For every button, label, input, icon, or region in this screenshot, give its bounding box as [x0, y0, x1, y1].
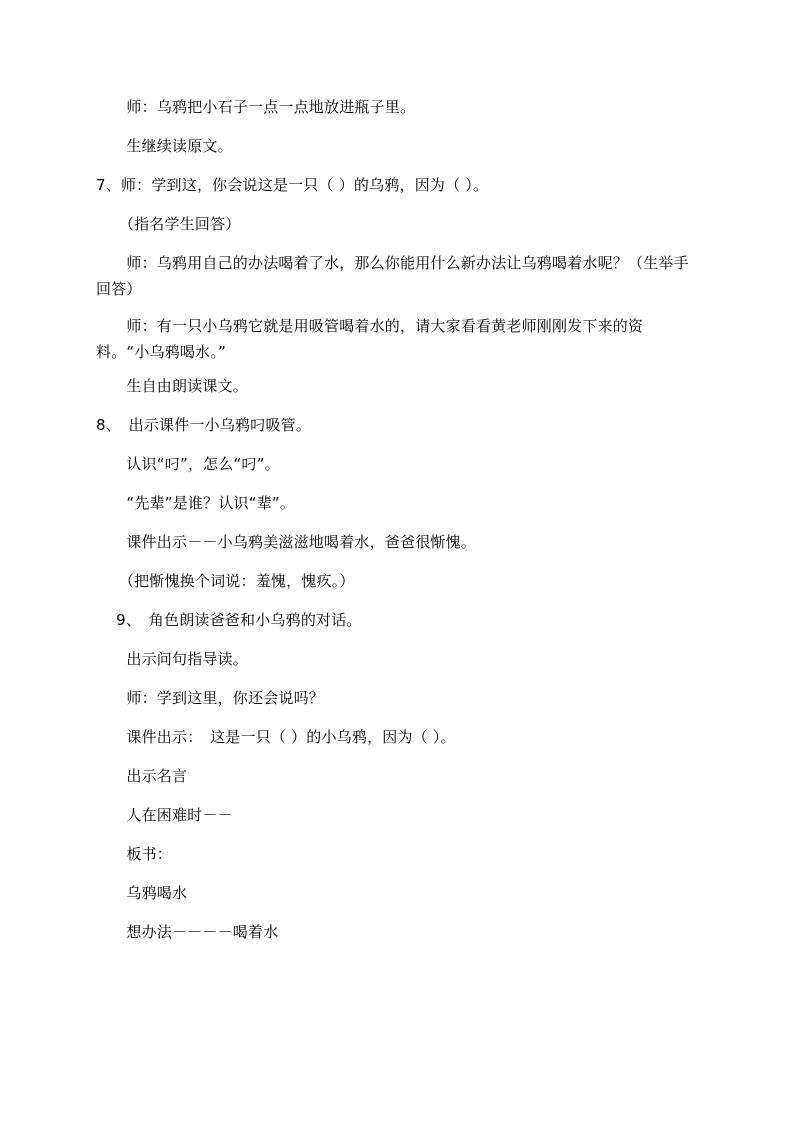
paragraph-9: 认识“叼”，怎么“叼”。 — [96, 455, 280, 473]
paragraph-2: 生继续读原文。 — [96, 137, 233, 155]
paragraph-13: 9、 角色朗读爸爸和小乌鸦的对话。 — [96, 611, 362, 629]
paragraph-21: 想办法－－－－喝着水 — [96, 923, 279, 941]
paragraph-7: 生自由朗读课文。 — [96, 377, 249, 395]
paragraph-6: 师：有一只小乌鸦它就是用吸管喝着水的，请大家看看黄老师刚刚发下来的资料。“小乌鸦喝水。” — [96, 317, 644, 361]
paragraph-15: 师：学到这里，你还会说吗？ — [96, 689, 325, 707]
paragraph-17: 出示名言 — [96, 767, 188, 785]
paragraph-20: 乌鸦喝水 — [96, 884, 188, 902]
paragraph-5: 师：乌鸦用自己的办法喝着了水，那么你能用什么新办法让乌鸦喝着水呢？（生举手回答） — [96, 254, 689, 298]
paragraph-1: 师：乌鸦把小石子一点一点地放进瓶子里。 — [96, 98, 416, 116]
paragraph-8: 8、 出示课件一小乌鸦叼吸管。 — [96, 416, 312, 434]
paragraph-11: 课件出示－－小乌鸦美滋滋地喝着水，爸爸很惭愧。 — [96, 533, 477, 551]
paragraph-4: （指名学生回答） — [96, 215, 241, 233]
paragraph-3: 7、师：学到这，你会说这是一只（ ）的乌鸦，因为（ ）。 — [96, 176, 489, 194]
paragraph-18: 人在困难时－－ — [96, 806, 233, 824]
paragraph-10: “先辈”是谁？认识“辈”。 — [96, 494, 296, 512]
paragraph-14: 出示问句指导读。 — [96, 650, 249, 668]
paragraph-19: 板书： — [96, 845, 173, 863]
paragraph-16: 课件出示： 这是一只（ ）的小乌鸦，因为（ ）。 — [96, 728, 456, 746]
paragraph-12: （把惭愧换个词说：羞愧，愧疚。） — [96, 572, 355, 590]
